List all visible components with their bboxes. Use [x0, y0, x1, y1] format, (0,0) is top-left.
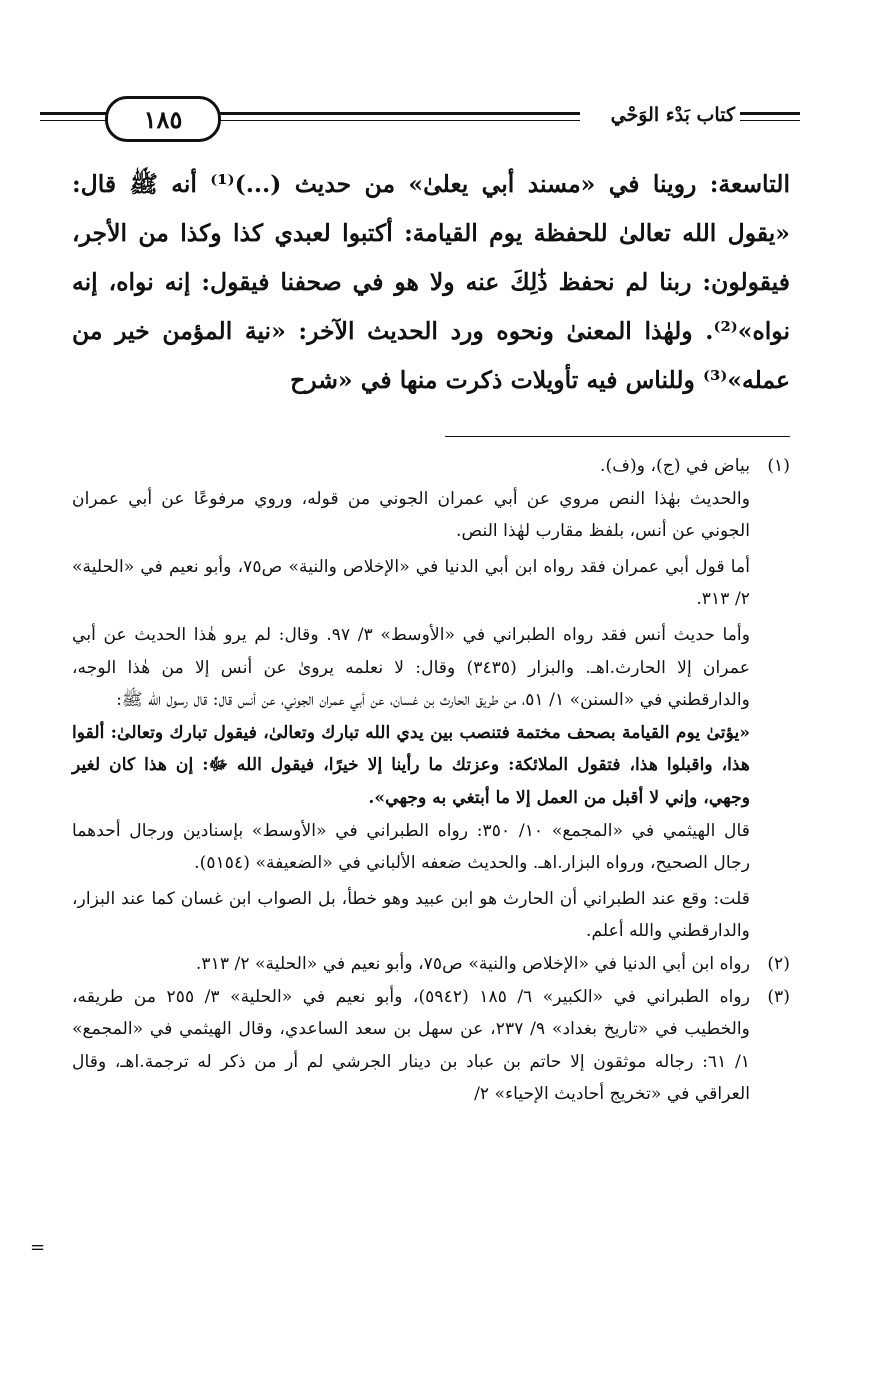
- footnote-3: [72, 981, 790, 1111]
- footnote-number: (٣): [767, 986, 790, 1007]
- continuation-mark: =: [30, 1237, 46, 1258]
- header-rule-middle: [210, 112, 580, 115]
- footnote-paragraph: وأما حديث أنس فقد رواه الطبراني في «الأوسط» ٣/ ٩٧. وقال: لم يرو هٰذا الحديث عن أبي عمران إلا الحارث.اهـ. والبزار (٣٤٣٥) وقال: لا نعلمه يروىٰ عن أنس إلا من هٰذا الوجه، والدارقطني في «السنن» ١/ ٥١، من طريق الحارث بن غسان، عن أبي عمران الجوني، عن أنس قال: قال رسول الله ﷺ:: [72, 624, 751, 711]
- footnote-paragraph: قلت: وقع عند الطبراني أن الحارث هو ابن عبيد وهو خطأ، بل الصواب ابن غسان كما عند البزار، والدارقطني والله أعلم.: [72, 888, 750, 942]
- footnote-paragraph: رواه الطبراني في «الكبير» ٦/ ١٨٥ (٥٩٤٢)، وأبو نعيم في «الحلية» ٣/ ٢٥٥ من طريقه، والخطيب في «تاريخ بغداد» ٩/ ٢٣٧، عن سهل بن سعد الساعدي، وقال الهيثمي في «المجمع» ١/ ٦١: رجاله موثقون إلا حاتم بن عباد بن دينار الجرشي لم أر من ذكر له ترجمة.اهـ، وقال العراقي في «تخريج أحاديث الإحياء» ٢/: [72, 986, 750, 1105]
- footnote-1: [72, 450, 790, 948]
- header-rule-right: [740, 112, 800, 115]
- footnotes: [72, 450, 790, 1111]
- book-title: كتاب بَدْء الوَحْي: [610, 104, 735, 126]
- footnote-paragraph: أما قول أبي عمران فقد رواه ابن أبي الدنيا في «الإخلاص والنية» ص٧٥، وأبو نعيم في «الحلية» ٢/ ٣١٣.: [72, 556, 750, 610]
- footnote-number: (١): [767, 456, 790, 476]
- main-text: [72, 160, 790, 405]
- footnote-2: [72, 948, 790, 981]
- footnote-paragraph: والحديث بهٰذا النص مروي عن أبي عمران الجوني من قوله، وروي مرفوعًا عن أبي عمران الجوني عن أنس، بلفظ مقارب لهٰذا النص.: [72, 488, 750, 542]
- footnote-body: [72, 948, 750, 981]
- page-header: [40, 92, 800, 142]
- main-paragraph: التاسعة: روينا في «مسند أبي يعلىٰ» من حديث (...)⁽¹⁾ أنه ﷺ قال: «يقول الله تعالىٰ للحفظة يوم القيامة: أكتبوا لعبدي كذا وكذا من الأجر، فيقولون: ربنا لم نحفظ ذَٰلِكَ عنه ولا هو في صحفنا فيقول: إنه نواه، إنه نواه»⁽²⁾. ولهٰذا المعنىٰ ونحوه ورد الحديث الآخر: «نية المؤمن خير من عمله»⁽³⁾ وللناس فيه تأويلات ذكرت منها في «شرح: [72, 170, 790, 394]
- footnote-paragraph: رواه ابن أبي الدنيا في «الإخلاص والنية» ص٧٥، وأبو نعيم في «الحلية» ٢/ ٣١٣.: [195, 953, 750, 974]
- footnote-body: [72, 981, 750, 1111]
- footnote-body: [72, 450, 750, 948]
- header-rule-left: [40, 112, 110, 115]
- footnote-divider: [445, 436, 790, 437]
- header-rule-right-thin: [740, 120, 800, 121]
- page-number: ١٨٥: [105, 96, 221, 142]
- header-rule-middle-thin: [210, 120, 580, 121]
- header-rule-left-thin: [40, 120, 110, 121]
- footnote-hadith-text: «يؤتىٰ يوم القيامة بصحف مختمة فتنصب بين يدي الله تبارك وتعالىٰ، فيقول تبارك وتعالىٰ: ألقوا هذا، واقبلوا هذا، فتقول الملائكة: وعزتك ما رأينا إلا خيرًا، فيقول الله ﷻ: إن هذا كان لغير وجهي، وإني لا أقبل من العمل إلا ما أبتغي به وجهي».: [72, 722, 750, 808]
- footnote-number: (٢): [767, 953, 790, 974]
- footnote-paragraph: قال الهيثمي في «المجمع» ١٠/ ٣٥٠: رواه الطبراني في «الأوسط» بإسنادين ورجال أحدهما رجال الصحيح، ورواه البزار.اهـ. والحديث ضعفه الألباني في «الضعيفة» (٥١٥٤).: [72, 820, 750, 874]
- footnote-paragraph: بياض في (ج)، و(ف).: [600, 456, 750, 476]
